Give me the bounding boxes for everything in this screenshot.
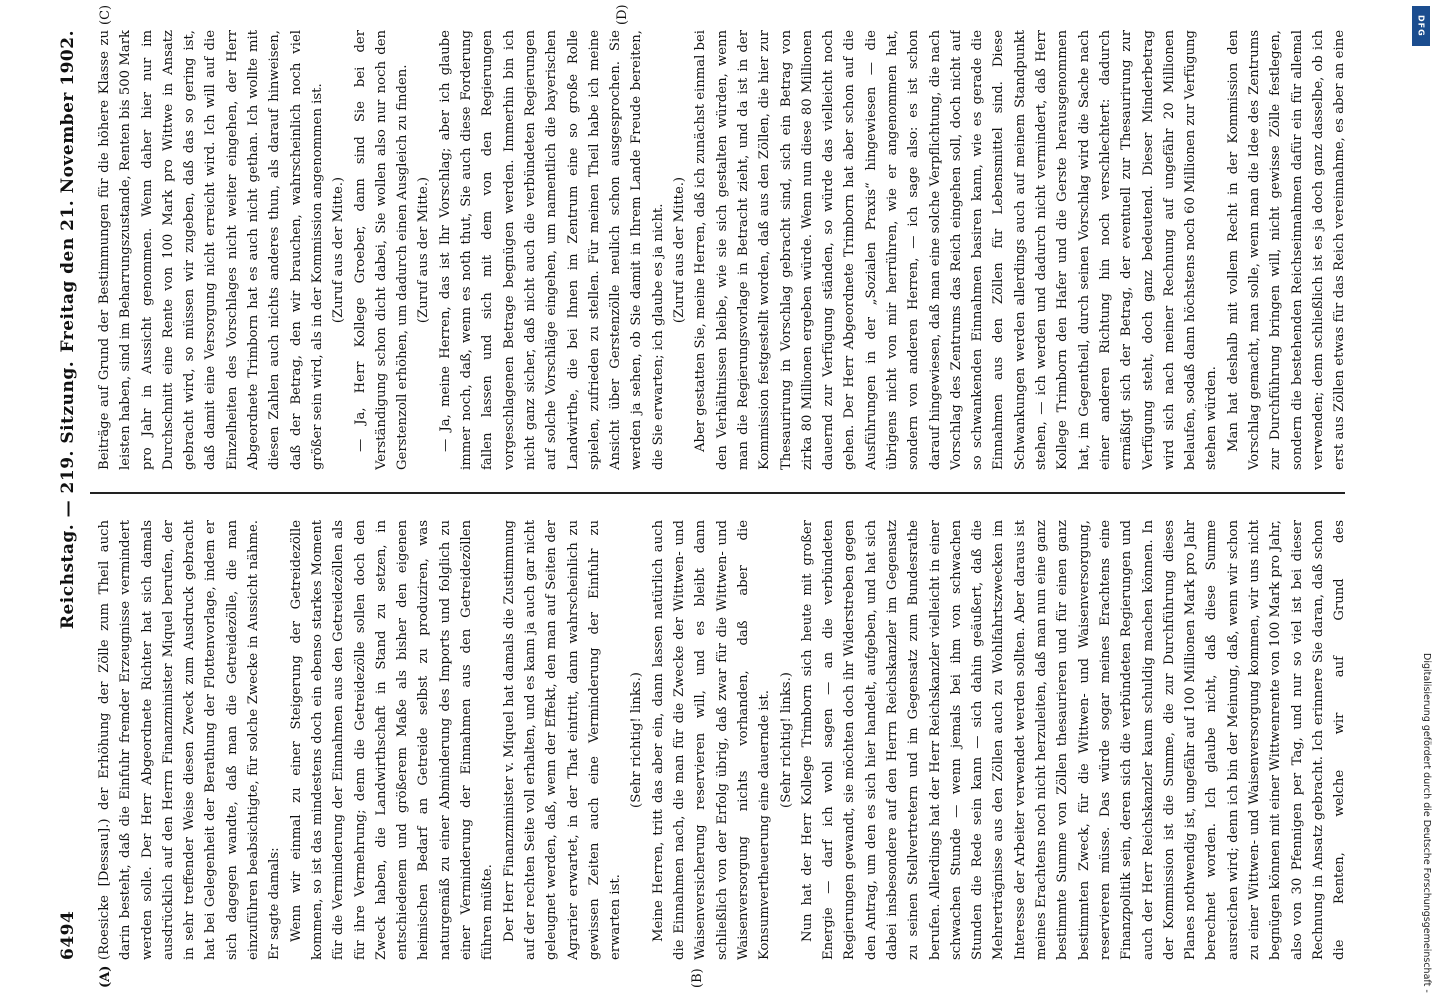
paragraph: Beiträge auf Grund der Bestimmungen für die höhere Klasse zu leisten haben, sind im Beharrungszustande, Renten bis 500 Mark pro Jahr in Aussicht genommen. Wenn daher hier nur im Durchschnitt eine Rente von 100 Mark pro Wittwe in Ansatz gebracht wird, so müssen wir zugeben, daß das so gering ist, daß damit eine Versorgung nicht erreicht wird. Ich will auf die Einzelheiten des Vorschlages nicht weiter eingehen, der Herr Abgeordnete Trimborn hat es auch nicht gethan. Ich wollte mit diesen Zahlen auch nichts anderes thun, als darauf hinweisen, daß der Betrag, den wir brauchen, wahrscheinlich noch viel größer sein wird, als in der Kommission angenommen ist. [97,30,325,470]
digitization-credit: Digitalisierung gefördert durch die Deutsche Forschungsgemeinschaft - [1421,653,1432,993]
interjection: (Zuruf aus der Mitte.) [416,176,432,324]
session-title: Reichstag. — 219. Sitzung. [58,360,78,630]
paragraph: Der Herr Finanzminister v. Miquel hat damals die Zustimmung auf der rechten Seite voll erhalten, und es kann ja auch gar nicht geleugnet werden, daß, wenn der Effekt, den man auf Seiten der Agrarier erwartet, in der That eintritt, dann wahrscheinlich zu gewissen Zeiten auch eine Verminderung der Einfuhr zu erwarten ist. [501,520,624,960]
left-column [94,520,1349,960]
paragraph: — Ja, meine Herren, das ist Ihr Vorschlag; aber ich glaube immer noch, daß, wenn es noth thut, Sie auch diese Forderung fallen lassen und sich mit dem von den Regierungen vorgeschlagenen Betrage begnügen werden. Immerhin bin ich nicht ganz sicher, daß nicht auch die verbündeten Regierungen auf solche Vorschläge eingehen, um namentlich die bayerischen Landwirthe, die bei Ihnen im Zentrum eine so große Rolle spielen, zufrieden zu stellen. Für meinen Theil habe ich meine Ansicht über Gerstenzölle neulich schon ausgesprochen. Sie werden ja sehen, ob Sie damit in Ihrem Lande Freude bereiten, die Sie erwarten; ich glaube es ja nicht. [437,30,666,470]
interjection: (Sehr richtig! links.) [778,672,794,808]
paragraph: — Ja, Herr Kollege Groeber, dann sind Sie bei der Verständigung schon dicht dabei, Sie wollen also nur noch den Gerstenzoll erhöhen, um dadurch einen Ausgleich zu finden. [352,30,411,470]
paragraph: Aber gestatten Sie, meine Herren, daß ich zunächst einmal bei den Verhältnissen bleibe, wie sie sich gestalten würden, wenn man die Regierungsvorlage in Betracht zieht, und da ist in der Kommission festgestellt worden, daß aus den Zöllen, die hier zur Thesaurirung in Vorschlag gebracht sind, sich ein Betrag von zirka 80 Millionen ergeben würde. Wenn nun diese 80 Millionen dauernd zur Verfügung ständen, so würde das vielleicht noch gehen. Der Herr Abgeordnete Trimborn hat aber schon auf die Ausführungen in der „Sozialen Praxis“ hingewiesen — die übrigens nicht von mir herrühren, wie er angenommen hat, sondern von anderen Herren, — ich sage also: es ist schon darauf hingewiesen, daß man eine solche Verpflichtung, die nach Vorschlag des Zentrums das Reich eingehen soll, doch nicht auf so schwankenden Einnahmen basiren kann, wie es gerade die Einnahmen aus den Zöllen für Lebensmittel sind. Diese Schwankungen werden allerdings auch auf meinem Standpunkt stehen, — ich werden und dadurch nicht vermindert, daß Herr Kollege Trimborn den Hafer und die Gerste herausgenommen hat, im Gegentheil, durch seinen Vorschlag wird die Sache nach einer anderen Richtung hin noch verschlechtert: dadurch ermäßigt sich der Betrag, der eventuell zur Thesaurirung zur Verfügung steht, doch ganz bedeutend. Dieser Minderbetrag wird sich nach meiner Rechnung auf ungefähr 20 Millionen belaufen, sodaß dann höchstens noch 60 Millionen zur Verfügung stehen würden. [693,30,1220,470]
margin-marker-b: (B) [690,968,705,988]
interjection: (Zuruf aus der Mitte.) [672,176,688,324]
margin-marker-c: (C) [98,4,113,25]
paragraph: Nun hat der Herr Kollege Trimborn sich heute mit großer Energie — darf ich wohl sagen — an die verbündeten Regierungen gewandt, sie möchten doch ihr Widerstreben gegen den Antrag, um den es sich hier handelt, aufgeben, und hat sich dabei insbesondere auf den Herrn Reichskanzler im Gegensatz zu seinen Stellvertretern und im Gegensatz zum Bundesrathe berufen. Allerdings hat der Herr Reichskanzler vielleicht in einer schwachen Stunde — wenn jemals bei ihm von schwachen Stunden die Rede sein kann — sich dahin geäußert, daß die Mehrerträgnisse aus den Zöllen auch zu Wohlfahrtszwecken im Interesse der Arbeiter verwendet werden sollten. Aber daraus ist meines Erachtens noch nicht herzuleiten, daß man nun eine ganz bestimmte Summe von Zöllen thesaurieren und für einen ganz bestimmten Zweck, für die Wittwen- und Waisenversorgung, reservieren müsse. Das würde sogar meines Erachtens eine Finanzpolitik sein, deren sich die verbündeten Regierungen und auch der Herr Reichskanzler kaum schuldig machen können. In der Kommission ist die Summe, die zur Durchführung dieses Planes nothwendig ist, ungefähr auf 100 Millionen Mark pro Jahr berechnet worden. Ich glaube nicht, daß diese Summe ausreichen wird; denn ich bin der Meinung, daß, wenn wir schon zu einer Wittwen- und Waisenversorgung kommen, wir uns nicht begnügen können mit einer Wittwenrente von 100 Mark pro Jahr, also von 30 Pfennigen per Tag, und nur so viel ist bei dieser Rechnung in Ansatz gebracht. Ich erinnere Sie daran, daß schon die Renten, welche wir auf Grund des [799,520,1348,960]
page-number: 6494 [58,910,78,960]
paragraph: Wenn wir einmal zu einer Steigerung der Getreidezölle kommen, so ist das mindestens doch ein ebenso starkes Moment für die Verminderung der Einnahmen aus den Getreidezöllen als für ihre Vermehrung; denn die Getreidezölle sollen doch den Zweck haben, die Landwirthschaft in Stand zu setzen, in entschiedenem und größerem Maße als bisher den eigenen heimischen Bedarf an Getreide selbst zu produziren, was naturgemäß zu einer Abminderung des Imports und folglich zu einer Verminderung der Einnahmen aus den Getreidezöllen führen müßte. [288,520,496,960]
interjection: (Sehr richtig! links.) [629,672,645,808]
page-header [50,30,86,960]
right-column [94,30,1349,470]
margin-marker-d: (D) [615,4,630,25]
rotated-page [50,4,1355,988]
column-divider [90,492,1345,494]
paragraph: Man hat deshalb mit vollem Recht in der Kommission den Vorschlag gemacht, man solle, wenn man die Idee des Zentrums zur Durchführung bringen will, nicht gewisse Zölle festlegen, sondern die bestehenden Reichseinnahmen dafür ein für allemal verwenden; denn schließlich ist es ja doch ganz dasselbe, ob ich erst aus Zöllen etwas für das Reich vereinnahme, es aber an eine [1225,30,1348,470]
paragraph: Meine Herren, tritt das aber ein, dann lassen natürlich auch die Einnahmen nach, die man für die Zwecke der Wittwen- und Waisenversicherung reservieren will, und es bleibt dann schließlich von der Erfolg übrig, daß zwar für die Wittwen- und Waisenversorgung nichts vorhanden, daß aber die Konsumvertheuerung eine dauernde ist. [650,520,773,960]
margin-marker-a: (A) [98,965,113,988]
paragraph: (Roesicke [Dessau].) der Erhöhung der Zölle zum Theil auch darin besteht, daß die Einfuhr fremder Erzeugnisse vermindert werden solle. Der Herr Abgeordnete Richter hat sich damals ausdrücklich auf den Herrn Finanzminister Miquel berufen, der in sehr treffender Weise diesen Zweck zum Ausdruck gebracht hat bei Gelegenheit der Berathung der Flottenvorlage, indem er sich dagegen wandte, daß man die Getreidezölle, die man einzuführen beabsichtigte, für solche Zwecke in Aussicht nähme. Er sagte damals: [97,520,283,960]
interjection: (Zuruf aus der Mitte.) [331,176,347,324]
dfg-logo: DFG [1412,6,1430,46]
session-date: Freitag den 21. November 1902. [58,30,78,353]
